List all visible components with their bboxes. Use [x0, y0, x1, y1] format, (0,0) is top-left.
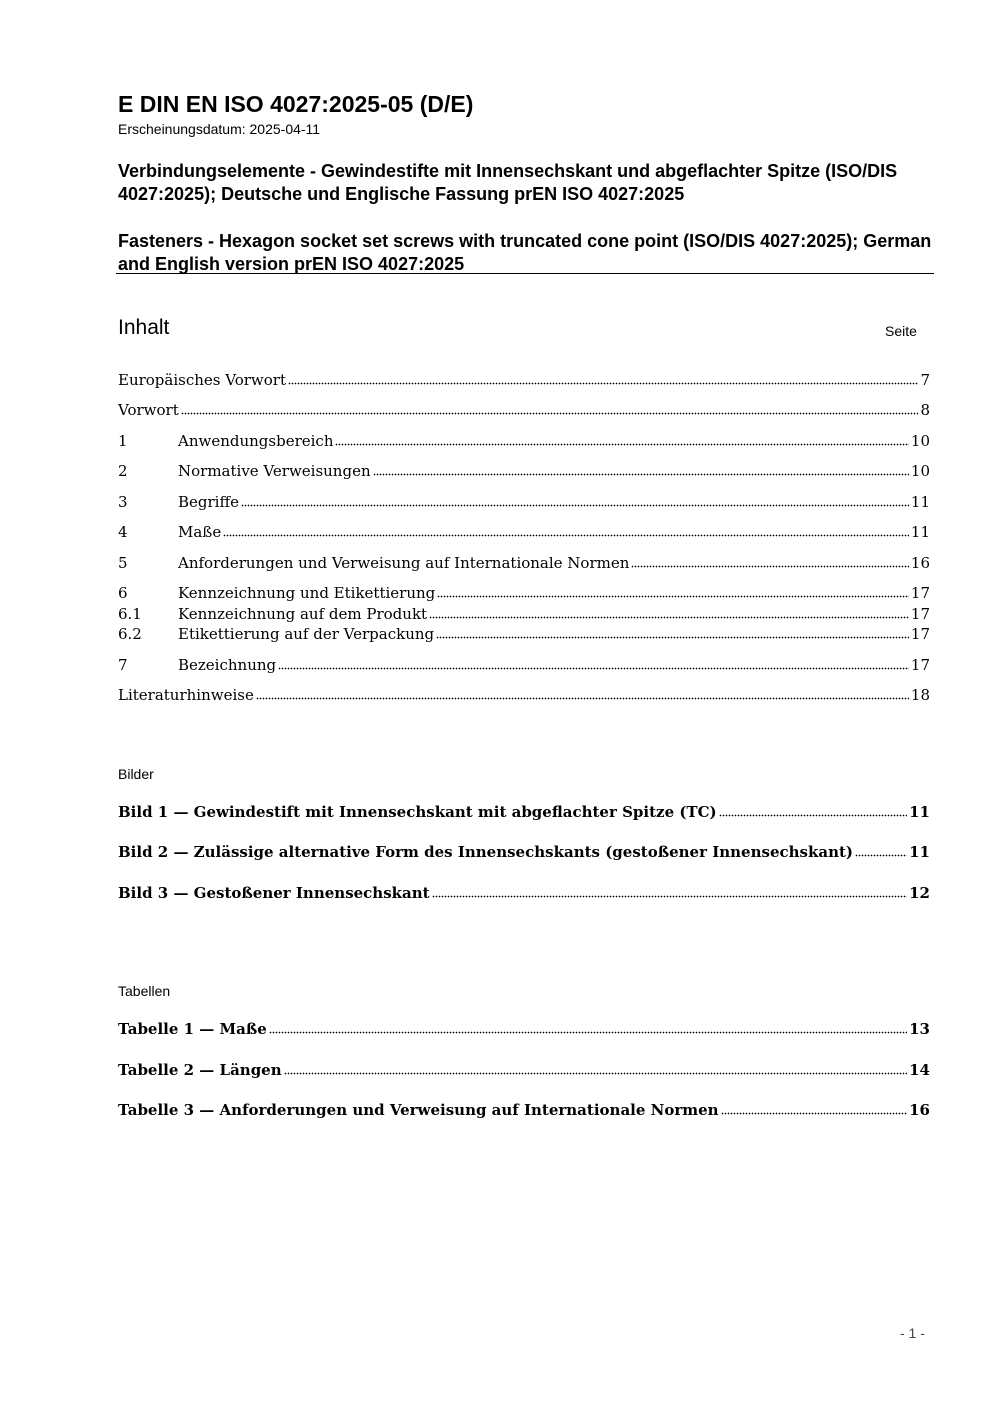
figure-entry-page: 12 — [909, 884, 930, 902]
table-entry-title: Tabelle 3 — Anforderungen und Verweisung auf Internationale Normen — [118, 1101, 719, 1119]
toc-entry-page: 17 — [910, 625, 930, 643]
toc-entry-number: 4 — [118, 523, 128, 541]
toc-entry-title: Anforderungen und Verweisung auf Internationale Normen — [178, 554, 630, 572]
table-entry-title: Tabelle 1 — Maße — [118, 1020, 267, 1038]
toc-entry-title: Kennzeichnung und Etikettierung — [178, 584, 436, 602]
toc-entry-title: Anwendungsbereich — [178, 432, 334, 450]
toc-entry-page: 11 — [910, 523, 930, 541]
leader-dots — [721, 1111, 908, 1115]
figure-entry-page: 11 — [909, 843, 930, 861]
toc-heading: Inhalt — [118, 316, 170, 339]
leader-dots — [719, 813, 907, 817]
leader-dots — [278, 666, 909, 670]
figure-entry-3[interactable] — [118, 884, 930, 904]
toc-entry-title: Kennzeichnung auf dem Produkt — [178, 605, 428, 623]
toc-entry-number: 6.1 — [118, 605, 142, 623]
toc-entry-1[interactable] — [118, 432, 930, 452]
toc-entry-page: 17 — [910, 605, 930, 623]
toc-entry-page: 10 — [910, 432, 930, 450]
toc-entry-page: 18 — [910, 686, 930, 704]
leader-dots — [373, 472, 909, 476]
toc-page-column-label: Seite — [885, 323, 917, 339]
table-entry-page: 14 — [909, 1061, 930, 1079]
toc-entry-number: 6.2 — [118, 625, 142, 643]
leader-dots — [335, 442, 908, 446]
leader-dots — [631, 564, 909, 568]
toc-entry-page: 16 — [910, 554, 930, 572]
leader-dots — [284, 1071, 907, 1075]
toc-entry-number: 3 — [118, 493, 128, 511]
leader-dots — [432, 894, 908, 898]
leader-dots — [288, 381, 918, 385]
header-divider — [116, 273, 934, 274]
page-number: - 1 - — [900, 1325, 925, 1341]
leader-dots — [429, 615, 909, 619]
toc-entry-4[interactable] — [118, 523, 930, 543]
publication-date: Erscheinungsdatum: 2025-04-11 — [118, 121, 321, 137]
toc-entry-page: 8 — [920, 401, 930, 419]
figures-section-label: Bilder — [118, 766, 154, 782]
toc-entry-3[interactable] — [118, 493, 930, 513]
leader-dots — [855, 853, 907, 857]
toc-entry-5[interactable] — [118, 554, 930, 574]
toc-entry-foreword[interactable] — [118, 401, 930, 421]
toc-entry-bibliography[interactable] — [118, 686, 930, 706]
toc-entry-2[interactable] — [118, 462, 930, 482]
table-entry-title: Tabelle 2 — Längen — [118, 1061, 282, 1079]
toc-entry-6-1[interactable] — [118, 605, 930, 625]
toc-entry-title: Literaturhinweise — [118, 686, 254, 704]
tables-section-label: Tabellen — [118, 983, 171, 999]
title-english: Fasteners - Hexagon socket set screws with truncated cone point (ISO/DIS 4027:2025); German and English version prEN ISO 4027:2025 — [118, 231, 932, 274]
toc-entry-number: 6 — [118, 584, 128, 602]
document-id: E DIN EN ISO 4027:2025-05 (D/E) — [118, 91, 474, 117]
toc-entry-page: 7 — [920, 371, 930, 389]
figure-entry-page: 11 — [909, 803, 930, 821]
toc-entry-title: Bezeichnung — [178, 656, 277, 674]
toc-entry-title: Maße — [178, 523, 222, 541]
toc-entry-title: Etikettierung auf der Verpackung — [178, 625, 435, 643]
leader-dots — [269, 1030, 907, 1034]
title-german: Verbindungselemente - Gewindestifte mit Innensechskant und abgeflachter Spitze (ISO/DIS 4027:2025); Deutsche und Englische Fassung prEN ISO 4027:2025 — [118, 161, 898, 204]
figure-entry-1[interactable] — [118, 803, 930, 823]
toc-entry-title: Begriffe — [178, 493, 240, 511]
leader-dots — [181, 411, 919, 415]
toc-entry-page: 11 — [910, 493, 930, 511]
toc-entry-6-2[interactable] — [118, 625, 930, 645]
toc-entry-page: 17 — [910, 656, 930, 674]
toc-entry-title: Normative Verweisungen — [178, 462, 371, 480]
table-entry-1[interactable] — [118, 1020, 930, 1040]
toc-entry-european-foreword[interactable] — [118, 371, 930, 391]
toc-entry-number: 7 — [118, 656, 128, 674]
toc-entry-page: 10 — [910, 462, 930, 480]
figure-entry-title: Bild 3 — Gestoßener Innensechskant — [118, 884, 430, 902]
toc-entry-7[interactable] — [118, 656, 930, 676]
table-entry-page: 16 — [909, 1101, 930, 1119]
table-entry-2[interactable] — [118, 1061, 930, 1081]
leader-dots — [223, 533, 909, 537]
leader-dots — [256, 696, 909, 700]
leader-dots — [436, 635, 909, 639]
toc-entry-title: Europäisches Vorwort — [118, 371, 286, 389]
leader-dots — [241, 503, 909, 507]
toc-entry-number: 1 — [118, 432, 128, 450]
toc-entry-number: 5 — [118, 554, 128, 572]
figure-entry-2[interactable] — [118, 843, 930, 863]
leader-dots — [437, 594, 909, 598]
figure-entry-title: Bild 2 — Zulässige alternative Form des Innensechskants (gestoßener Innensechskant) — [118, 843, 854, 861]
table-entry-3[interactable] — [118, 1101, 930, 1121]
figure-entry-title: Bild 1 — Gewindestift mit Innensechskant mit abgeflachter Spitze (TC) — [118, 803, 717, 821]
table-entry-page: 13 — [909, 1020, 930, 1038]
toc-entry-page: 17 — [910, 584, 930, 602]
toc-entry-title: Vorwort — [118, 401, 179, 419]
toc-entry-number: 2 — [118, 462, 128, 480]
toc-entry-6[interactable] — [118, 584, 930, 604]
